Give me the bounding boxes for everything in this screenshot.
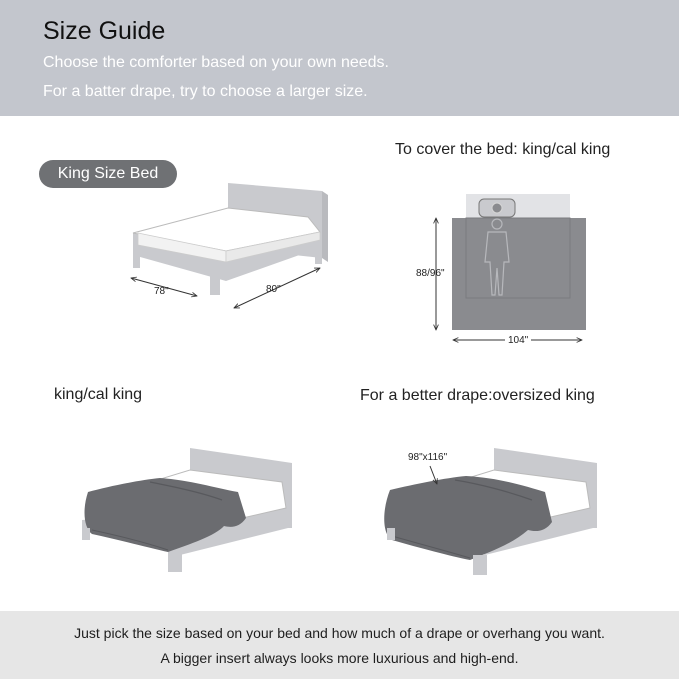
cover-size-diagram [436, 194, 586, 340]
header-subtitle-2: For a batter drape, try to choose a larger size. [43, 83, 368, 100]
cover-height-label: 88/96" [416, 268, 445, 279]
king-comforter-illustration [82, 448, 292, 572]
oversized-comforter-illustration [384, 448, 597, 575]
bed-width-label: 78" [154, 286, 169, 297]
page-title: Size Guide [43, 17, 166, 45]
footer-note [0, 611, 679, 679]
header-subtitle-1: Choose the comforter based on your own needs. [43, 54, 389, 71]
footer-line-2: A bigger insert always looks more luxurious and high-end. [160, 650, 519, 666]
oversize-dimension-label: 98"x116" [408, 452, 448, 463]
right-example-label: For a better drape:oversized king [360, 387, 595, 404]
left-example-label: king/cal king [54, 386, 143, 403]
bed-length-label: 80" [266, 284, 281, 295]
footer-line-1: Just pick the size based on your bed and how much of a drape or overhang you want. [74, 625, 605, 641]
king-size-bed-badge: King Size Bed [39, 160, 177, 188]
cover-heading: To cover the bed: king/cal king [395, 141, 611, 158]
cover-width-label: 104" [505, 335, 531, 346]
